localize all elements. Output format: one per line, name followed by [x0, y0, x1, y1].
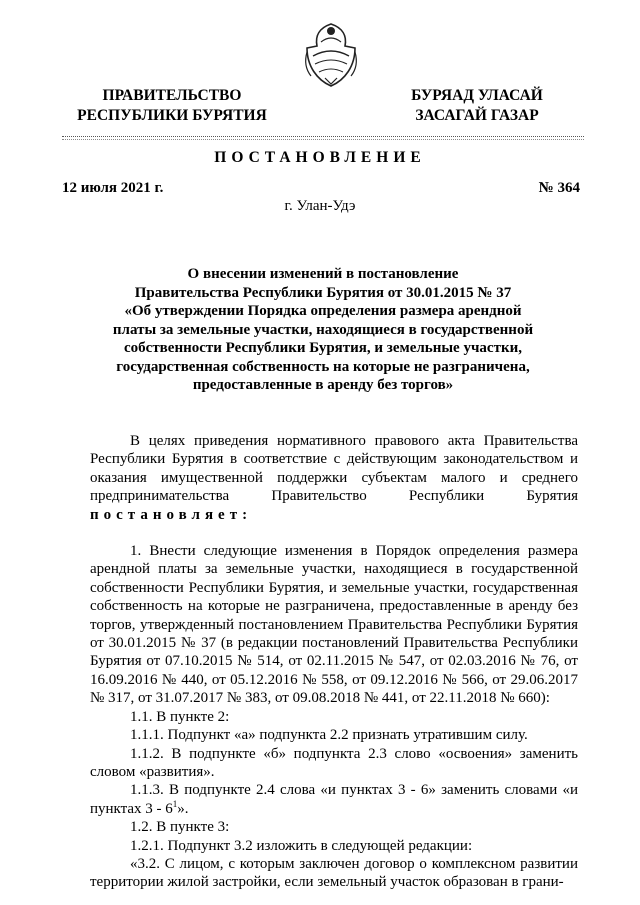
- title-line: государственная собственность на которые не разграничена,: [116, 358, 530, 375]
- item-1-1-3-superscript: 1: [172, 798, 178, 809]
- title-line: предоставленные в аренду без торгов»: [192, 377, 454, 393]
- document-number: № 364: [538, 180, 580, 196]
- preamble-paragraph: [90, 432, 578, 524]
- document-body: [90, 432, 578, 892]
- item-1-2-1-paragraph: 1.2.1. Подпункт 3.2 изложить в следующей редакции:: [130, 837, 473, 854]
- header-right-line1: БУРЯАД УЛАСАЙ: [411, 87, 543, 104]
- header-left-line2: РЕСПУБЛИКИ БУРЯТИЯ: [77, 107, 267, 124]
- document-date: 12 июля 2021 г.: [62, 180, 164, 196]
- coat-of-arms-emblem: [299, 22, 363, 88]
- title-line: собственности Республики Бурятия, и земельные участки,: [124, 340, 522, 356]
- title-line: платы за земельные участки, находящиеся в государственной: [112, 321, 534, 338]
- title-line: О внесении изменений в постановление: [187, 266, 459, 282]
- header-right-block: [392, 86, 562, 126]
- header-divider-secondary: [62, 139, 584, 140]
- item-1-1-2-paragraph: 1.1.2. В подпункте «б» подпункта 2.3 слово «освоения» заменить словом «развития».: [90, 745, 578, 780]
- preamble-text: В целях приведения нормативного правового акта Правительства Республики Бурятия в соответствие с действующим законодательством и оказания имущественной поддержки субъектам малого и среднего предпринимательства Правительство Республики Бурятия: [90, 433, 578, 505]
- quoted-paragraph: «3.2. С лицом, с которым заключен договор о комплексном развитии территории жилой застройки, если земельный участок образован в грани-: [90, 855, 578, 891]
- item-1-1-paragraph: 1.1. В пункте 2:: [130, 708, 230, 725]
- title-line: «Об утверждении Порядка определения размера арендной: [124, 303, 522, 319]
- item-1-1-3-end: ».: [177, 800, 189, 817]
- header-right-line2: ЗАСАГАЙ ГАЗАР: [415, 107, 539, 124]
- header-divider: [62, 136, 584, 137]
- preamble-end: :: [242, 506, 253, 523]
- item-1-2-paragraph: 1.2. В пункте 3:: [130, 819, 230, 836]
- header-left-line1: ПРАВИТЕЛЬСТВО: [102, 87, 242, 104]
- header-left-block: [62, 86, 282, 126]
- item-1-paragraph: 1. Внести следующие изменения в Порядок определения размера арендной платы за земельные участки, находящиеся в государственной собственности Республики Бурятия, и земельные участки, государственная собственность на которые не разграничена, предоставленные в аренду без торгов, утвержденный постановлением Правительства Республики Бурятия от 30.01.2015 № 37 (в редакции постановлений Правительства Республики Бурятия от 07.10.2015 № 514, от 02.11.2015 № 547, от 02.03.2016 № 76, от 16.09.2016 № 440, от 05.12.2016 № 558, от 09.12.2016 № 566, от 29.06.2017 № 317, от 31.07.2017 № 383, от 09.08.2018 № 441, от 22.11.2018 № 660):: [90, 543, 578, 707]
- title-line: Правительства Республики Бурятия от 30.01.2015 № 37: [134, 284, 512, 301]
- document-city: г. Улан-Удэ: [284, 198, 356, 214]
- item-1-1-3-text: 1.1.3. В подпункте 2.4 слова «и пунктах 3 - 6» заменить словами «и пунктах 3 - 6: [90, 782, 578, 817]
- preamble-keyword: постановляет: [90, 506, 243, 523]
- document-title: [90, 265, 556, 395]
- item-1-1-3-paragraph: [90, 781, 578, 818]
- item-1-1-1-paragraph: 1.1.1. Подпункт «а» подпункта 2.2 признать утратившим силу.: [130, 727, 528, 744]
- document-type-heading: ПОСТАНОВЛЕНИЕ: [214, 149, 426, 166]
